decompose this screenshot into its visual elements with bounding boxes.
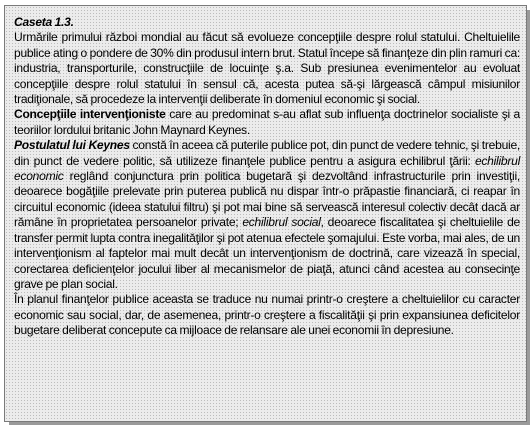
case-study-text (14, 15, 520, 339)
case-title (14, 15, 520, 30)
paragraph-2-rest: care au predominat s-au aflat sub influenţa doctrinelor socialiste şi a teoriilor lordului britanic John Maynard Keynes. (14, 107, 520, 137)
interventionist-term: Concepţiile intervenţioniste (14, 107, 166, 122)
keynes-postulate-term: Postulatul lui Keynes (14, 138, 130, 153)
paragraph-2 (14, 107, 520, 138)
paragraph-3-part-c: , deoarece fiscalitatea şi cheltuielile de transfer permit lupta contra inegalităţilor şi pot atenua efectele şomajului. Este vorba, mai ales, de un intervenţionism al faptelor mai mult decât un intervenţionism de doctrină, care vizează în special, corectarea deficienţelor jocului liber al mecanismelor de piaţă, atunci când acestea au consecinţe grave pe plan social. (14, 215, 520, 291)
paragraph-4: În planul finanţelor publice aceasta se traduce nu numai printr-o creştere a cheltuielilor cu caracter economic sau social, dar, de asemenea, printr-o creştere a fiscalităţii şi prin expansiunea deficitelor bugetare deliberat concepute ca mijloace de relansare ale unei economii în depresiune. (14, 292, 520, 338)
case-study-box (4, 5, 527, 422)
paragraph-3-part-a: constă în aceea că puterile publice pot, din punct de vedere tehnic, şi trebuie, din punct de vedere politic, să utilizeze finanţele publice pentru a asigura echilibrul ţării: (14, 138, 520, 168)
economic-equilibrium-term: echilibrul economic (14, 153, 520, 184)
paragraph-1: Urmările primului război mondial au făcut să evolueze concepţiile despre rolul statului. Cheltuielile publice ating o pondere de 30% din produsul intern brut. Statul începe să finanţeze din plin ramuri ca: industria, transporturile, construcţiile de locuinţe ş.a. Sub presiunea evenimentelor au evoluat concepţiile despre rolul statului în sensul că, acesta putea să-şi lărgească câmpul misiunilor tradiţionale, să procedeze la intervenţii deliberate în domeniul economic şi social. (14, 30, 520, 107)
paragraph-3-part-b: reglând conjunctura prin politica bugetară şi dezvoltând infrastructurile prin investiţii, deoarece bogăţiile prelevate prin puterea publică nu dispar într-o prăpastie financiară, ci reapar în circuitul economic (ideea statului filtru) şi pot mai bine să servească interesul colectiv decât dacă ar rămâne în proprietatea persoanelor private; (14, 169, 520, 230)
paragraph-3 (14, 138, 520, 292)
case-title-text: Caseta 1.3. (14, 15, 74, 29)
social-equilibrium-term: echilibrul social (242, 215, 321, 230)
